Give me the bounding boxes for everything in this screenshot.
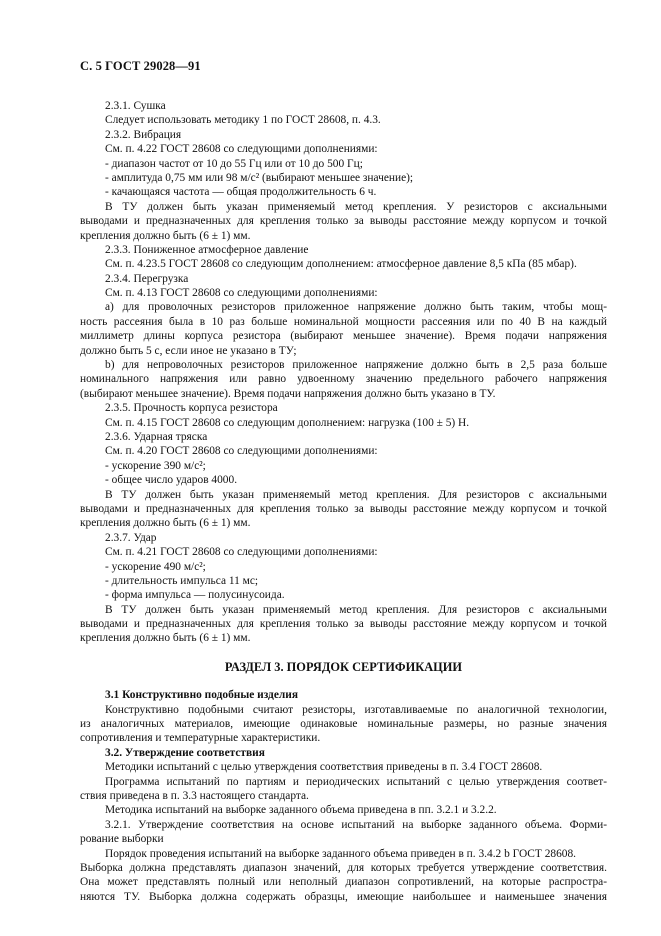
- text-line: b) для непроволочных резисторов приложенное напряжение должно быть в 2,5 раза больше: [105, 359, 607, 372]
- text-line: (выбирают меньшее значение). Время подачи напряжения должно быть указано в ТУ.: [80, 387, 496, 400]
- text-line: - качающаяся частота — общая продолжительность 6 ч.: [105, 186, 377, 199]
- text-line: сопротивления и температурные характеристики.: [80, 732, 321, 745]
- text-line: Выборка должна представлять диапазон значений, для которых требуется утверждение соответствия.: [80, 861, 607, 874]
- text-line: 2.3.5. Прочность корпуса резистора: [105, 402, 278, 415]
- text-line: из аналогичных материалов, имеющие одинаковые номинальные размеры, но разные значения: [80, 718, 607, 731]
- text-line: няются ТУ. Выборка должна содержать образцы, имеющие наибольшее и наименьшее значения: [80, 890, 607, 903]
- text-line: выводами и предназначенных для крепления только за выводы расстояние между корпусом и точкой: [80, 618, 607, 631]
- text-line: - общее число ударов 4000.: [105, 474, 238, 487]
- text-line: - амплитуда 0,75 мм или 98 м/с² (выбирают меньшее значение);: [105, 171, 414, 184]
- text-line: См. п. 4.13 ГОСТ 28608 со следующими дополнениями:: [105, 287, 378, 300]
- text-line: Она может представлять полный или неполный диапазон сопротивлений, на которые распростра-: [80, 876, 607, 889]
- text-line: В ТУ должен быть указан применяемый метод крепления. Для резисторов с аксиальными: [105, 603, 607, 616]
- text-line: 2.3.4. Перегрузка: [105, 272, 189, 285]
- text-line: выводами и предназначенных для крепления только за выводы расстояние между корпусом и точкой: [80, 215, 607, 228]
- spacer: [80, 646, 607, 660]
- text-line: крепления должно быть (6 ± 1) мм.: [80, 517, 251, 530]
- text-line: См. п. 4.23.5 ГОСТ 28608 со следующим дополнением: атмосферное давление 8,5 кПа (85 мбар).: [105, 258, 577, 271]
- text-line: В ТУ должен быть указан применяемый метод крепления. Для резисторов с аксиальными: [105, 488, 607, 501]
- text-line: 2.3.3. Пониженное атмосферное давление: [105, 243, 309, 256]
- text-line: крепления должно быть (6 ± 1) мм.: [80, 632, 251, 645]
- text-line: См. п. 4.15 ГОСТ 28608 со следующим дополнением: нагрузка (100 ± 5) Н.: [105, 416, 470, 429]
- text-line: крепления должно быть (6 ± 1) мм.: [80, 229, 251, 242]
- text-line: Программа испытаний по партиям и периодических испытаний с целью утверждения соответ-: [105, 775, 607, 788]
- text-line: рование выборки: [80, 833, 164, 846]
- document-body: [80, 99, 607, 904]
- text-line: - длительность импульса 11 мс;: [105, 574, 259, 587]
- text-line: - форма импульса — полусинусоида.: [105, 589, 285, 602]
- spacer: [80, 674, 607, 688]
- text-line: См. п. 4.22 ГОСТ 28608 со следующими дополнениями:: [105, 143, 378, 156]
- text-line: должно быть 5 с, если иное не указано в ТУ;: [80, 344, 297, 357]
- text-line: а) для проволочных резисторов приложенное напряжение должно быть таким, чтобы мощ-: [105, 301, 607, 314]
- text-line: 2.3.1. Сушка: [105, 100, 166, 112]
- text-line: 2.3.2. Вибрация: [105, 128, 182, 141]
- text-line: выводами и предназначенных для крепления только за выводы расстояние между корпусом и точкой: [80, 502, 607, 515]
- text-line: Конструктивно подобными считают резисторы, изготавливаемые по аналогичной технологии,: [105, 703, 607, 716]
- text-line: 2.3.7. Удар: [105, 531, 157, 544]
- section-heading: РАЗДЕЛ 3. ПОРЯДОК СЕРТИФИКАЦИИ: [224, 659, 463, 674]
- text-line: ность рассеяния была в 10 раз больше номинальной мощности рассеяния или по 40 В на каждый: [80, 315, 607, 328]
- text-line: миллиметр длины корпуса резистора (выбирают меньшее значение). Время подачи напряжения: [80, 330, 607, 343]
- text-line: - ускорение 490 м/с²;: [105, 560, 206, 573]
- page-header: С. 5 ГОСТ 29028—91: [80, 59, 201, 73]
- subsection-heading: 3.2. Утверждение соответствия: [105, 746, 265, 759]
- text-line: Методика испытаний на выборке заданного объема приведена в пп. 3.2.1 и 3.2.2.: [105, 804, 497, 817]
- subsection-heading: 3.1 Конструктивно подобные изделия: [105, 689, 298, 702]
- text-line: Следует использовать методику 1 по ГОСТ 28608, п. 4.3.: [105, 114, 381, 127]
- text-line: В ТУ должен быть указан применяемый метод крепления. У резисторов с аксиальными: [105, 200, 607, 213]
- text-line: ствия приведена в п. 3.3 настоящего стандарта.: [80, 789, 309, 802]
- text-line: - ускорение 390 м/с²;: [105, 459, 206, 472]
- text-line: - диапазон частот от 10 до 55 Гц или от 10 до 500 Гц;: [105, 157, 363, 170]
- text-line: 3.2.1. Утверждение соответствия на основе испытаний на выборке заданного объема. Форми-: [105, 818, 607, 831]
- text-line: номинального напряжения или равно удвоенному значению предельного рабочего напряжения: [80, 373, 607, 386]
- text-line: 2.3.6. Ударная тряска: [105, 430, 208, 443]
- text-line: См. п. 4.21 ГОСТ 28608 со следующими дополнениями:: [105, 546, 378, 559]
- text-line: Методики испытаний с целью утверждения соответствия приведены в п. 3.4 ГОСТ 28608.: [105, 761, 543, 774]
- text-line: Порядок проведения испытаний на выборке заданного объема приведен в п. 3.4.2 b ГОСТ 28608.: [105, 847, 577, 860]
- text-line: См. п. 4.20 ГОСТ 28608 со следующими дополнениями:: [105, 445, 378, 458]
